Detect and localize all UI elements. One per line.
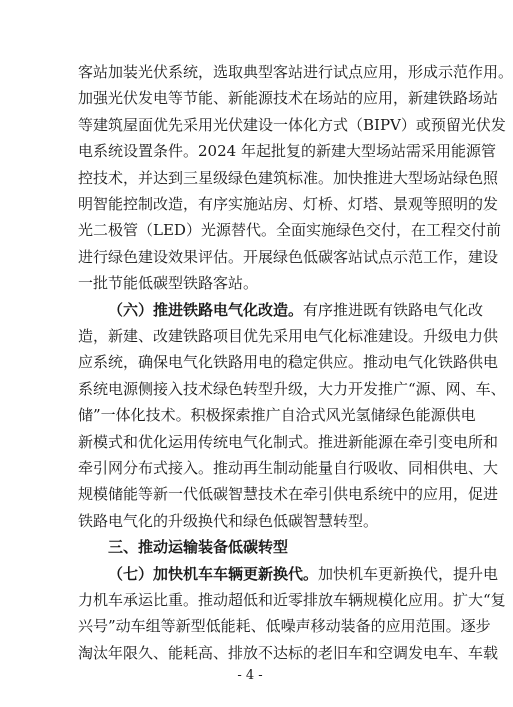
text-line: 一批节能低碳型铁路客站。 <box>78 274 259 293</box>
text-line: 规模储能等新一代低碳智慧技术在牵引供电系统中的应用，促进 <box>78 485 499 504</box>
text-line: 系统电源侧接入技术绿色转型升级，大力开发推广“源、网、车、 <box>78 379 506 398</box>
text-line: 储”一体化技术。积极探索推广自洽式风光氢储绿色能源供电 <box>78 406 476 425</box>
paragraph-lead: （六）推进铁路电气化改造。 <box>108 300 304 319</box>
text-line: 淘汰年限久、能耗高、排放不达标的老旧车和空调发电车、车载 <box>78 643 499 662</box>
paragraph-lead: （七）加快机车车辆更新换代。 <box>108 564 319 583</box>
text-line: 牵引网分布式接入。推动再生制动能量自行吸收、同相供电、大 <box>78 459 499 477</box>
paragraph-text: 有序推进既有铁路电气化改 <box>303 300 484 319</box>
text-line: 加强光伏发电等节能、新能源技术在场站的应用，新建铁路场站 <box>78 89 499 108</box>
text-line <box>108 564 499 584</box>
text-line: 新模式和优化运用传统电气化制式。推进新能源在牵引变电所和 <box>78 432 499 451</box>
text-line: 光二极管（LED）光源替代。全面实施绿色交付，在工程交付前 <box>78 221 501 240</box>
text-line: 铁路电气化的升级换代和绿色低碳智慧转型。 <box>78 511 379 530</box>
text-line: 造，新建、改建铁路项目优先采用电气化标准建设。升级电力供 <box>78 327 499 345</box>
text-line: 电系统设置条件。2024 年起批复的新建大型场站需采用能源管 <box>78 142 496 161</box>
text-line: 控技术，并达到三星级绿色建筑标准。加快推进大型场站绿色照 <box>78 168 499 187</box>
text-line: 力机车承运比重。推动超低和近零排放车辆规模化应用。扩大“复 <box>78 591 506 609</box>
text-line: 兴号”动车组等新型低能耗、低噪声移动装备的应用范围。逐步 <box>78 617 491 636</box>
text-line: 等建筑屋面优先采用光伏建设一体化方式（BIPV）或预留光伏发 <box>78 115 506 134</box>
text-line: 明智能控制改造，有序实施站房、灯桥、灯塔、景观等照明的发 <box>78 195 499 213</box>
text-line <box>108 300 484 320</box>
text-line: 应系统，确保电气化铁路用电的稳定供应。推动电气化铁路供电 <box>78 353 499 372</box>
paragraph-text: 加快机车更新换代，提升电 <box>318 564 499 583</box>
section-heading: 三、推动运输装备低碳转型 <box>108 538 289 557</box>
text-line: 进行绿色建设效果评估。开展绿色低碳客站试点示范工作，建设 <box>78 247 499 266</box>
text-line: 客站加装光伏系统，选取典型客站进行试点应用，形成示范作用。 <box>78 63 513 81</box>
page-number: - 4 - <box>237 668 263 683</box>
